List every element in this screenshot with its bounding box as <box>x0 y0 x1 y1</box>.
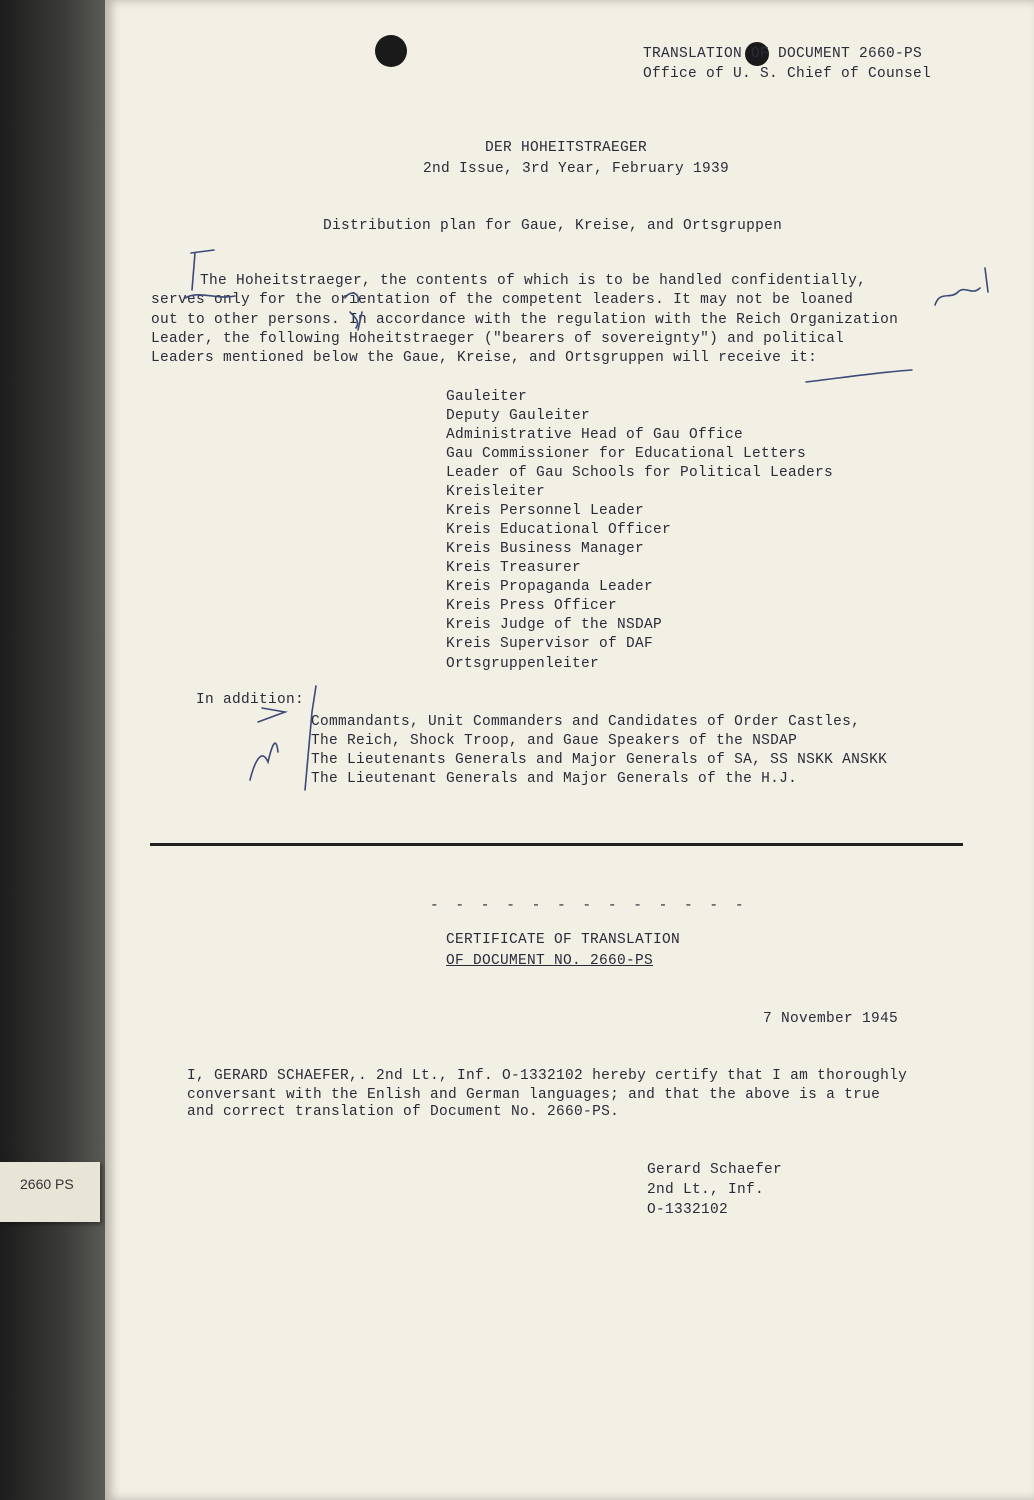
certificate-subtitle: OF DOCUMENT NO. 2660-PS <box>446 953 654 969</box>
recipient-item: Kreis Propaganda Leader <box>446 579 654 595</box>
paragraph-line: Leaders mentioned below the Gaue, Kreise, and Ortsgruppen will receive it: <box>151 350 818 366</box>
addition-item: The Lieutenant Generals and Major Generals of the H.J. <box>311 771 798 787</box>
punch-hole <box>375 35 407 67</box>
certificate-body-line: conversant with the Enlish and German languages; and that the above is a true <box>187 1087 881 1103</box>
certificate-body-line: and correct translation of Document No. 2660-PS. <box>187 1104 620 1120</box>
certificate-body-line: I, GERARD SCHAEFER,. 2nd Lt., Inf. O-1332102 hereby certify that I am thoroughly <box>187 1068 908 1084</box>
recipient-item: Kreis Personnel Leader <box>446 503 645 519</box>
addition-item: The Reich, Shock Troop, and Gaue Speakers of the NSDAP <box>311 733 798 749</box>
horizontal-rule <box>150 843 963 846</box>
document-tab <box>0 1162 100 1222</box>
certificate-title: CERTIFICATE OF TRANSLATION <box>446 932 681 948</box>
distribution-heading: Distribution plan for Gaue, Kreise, and Ortsgruppen <box>323 218 783 234</box>
recipient-item: Kreis Educational Officer <box>446 522 672 538</box>
recipient-item: Kreis Business Manager <box>446 541 645 557</box>
signature-serial: O-1332102 <box>647 1202 729 1218</box>
recipient-item: Gau Commissioner for Educational Letters <box>446 446 807 462</box>
addition-label: In addition: <box>196 692 305 708</box>
binder-spine <box>0 0 105 1500</box>
signature-rank: 2nd Lt., Inf. <box>647 1182 765 1198</box>
recipient-item: Ortsgruppenleiter <box>446 656 600 672</box>
tab-label: 2660 PS <box>20 1176 74 1192</box>
header-line-2: Office of U. S. Chief of Counsel <box>643 66 932 82</box>
addition-item: The Lieutenants Generals and Major Generals of SA, SS NSKK ANSKK <box>311 752 888 768</box>
issue-line: 2nd Issue, 3rd Year, February 1939 <box>423 161 730 177</box>
recipient-item: Deputy Gauleiter <box>446 408 591 424</box>
header-line-1: TRANSLATION OF DOCUMENT 2660-PS <box>643 46 923 62</box>
recipient-item: Kreis Supervisor of DAF <box>446 636 654 652</box>
publication-title: DER HOHEITSTRAEGER <box>485 140 648 156</box>
paragraph-line: Leader, the following Hoheitstraeger ("bearers of sovereignty") and political <box>151 331 845 347</box>
recipient-item: Leader of Gau Schools for Political Leaders <box>446 465 834 481</box>
paragraph-line: out to other persons. In accordance with the regulation with the Reich Organization <box>151 312 899 328</box>
recipient-item: Kreis Treasurer <box>446 560 582 576</box>
dash-separator: - - - - - - - - - - - - - <box>430 898 748 914</box>
recipient-item: Kreisleiter <box>446 484 546 500</box>
recipient-item: Kreis Judge of the NSDAP <box>446 617 663 633</box>
addition-item: Commandants, Unit Commanders and Candidates of Order Castles, <box>311 714 861 730</box>
recipient-item: Gauleiter <box>446 389 528 405</box>
recipient-item: Administrative Head of Gau Office <box>446 427 744 443</box>
certificate-date: 7 November 1945 <box>763 1011 899 1027</box>
paragraph-line: serves only for the orientation of the competent leaders. It may not be loaned <box>151 292 854 308</box>
recipient-item: Kreis Press Officer <box>446 598 618 614</box>
signature-name: Gerard Schaefer <box>647 1162 783 1178</box>
paragraph-line: The Hoheitstraeger, the contents of which is to be handled confidentially, <box>200 273 867 289</box>
